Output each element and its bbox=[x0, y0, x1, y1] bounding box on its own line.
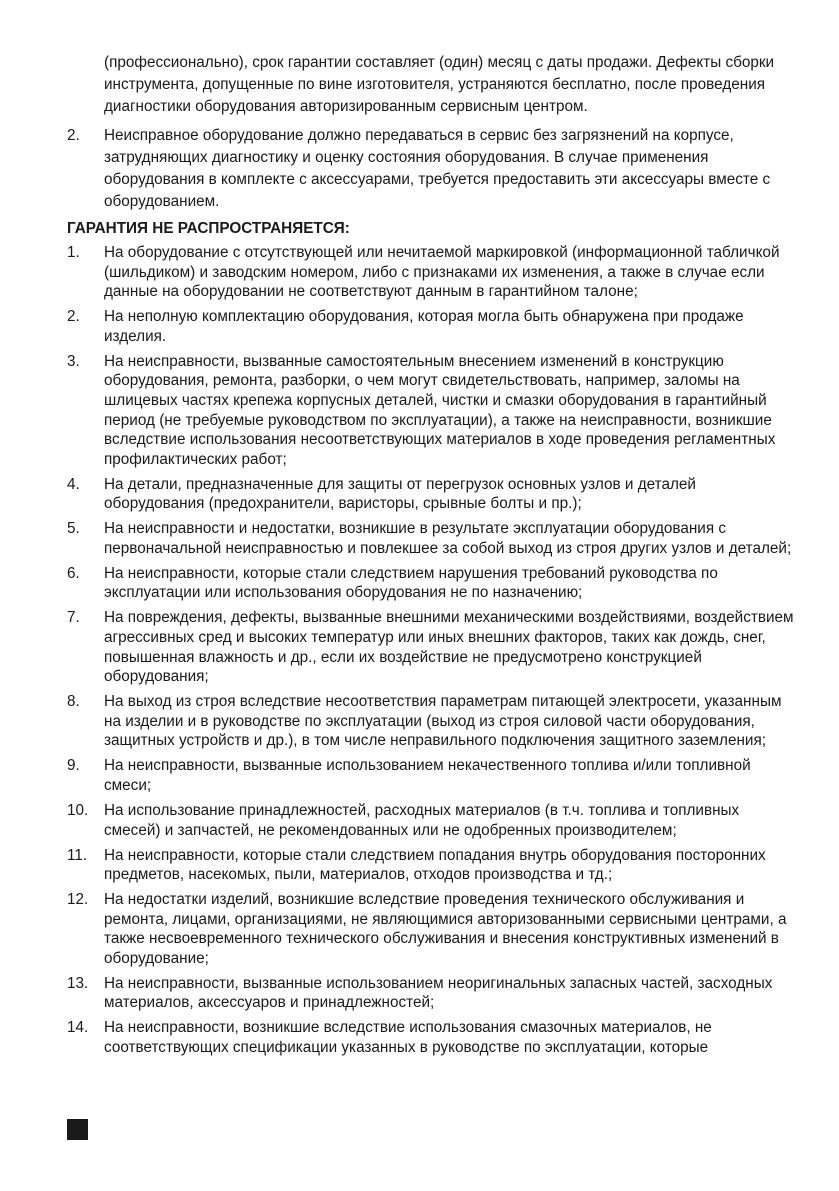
list-item-text: На использование принадлежностей, расходных материалов (в т.ч. топлива и топливных смесей) и запчастей, не рекомендованных или не одобренных производителем; bbox=[104, 801, 740, 839]
list-item bbox=[67, 475, 794, 514]
list-item-number: 10. bbox=[67, 801, 89, 819]
exclusions-heading: ГАРАНТИЯ НЕ РАСПРОСТРАНЯЕТСЯ: bbox=[67, 220, 350, 237]
list-item bbox=[67, 974, 794, 1013]
list-item-number: 2. bbox=[67, 308, 80, 326]
list-item bbox=[67, 307, 794, 346]
list-item bbox=[67, 125, 794, 213]
list-item bbox=[67, 756, 794, 795]
list-item bbox=[67, 608, 794, 686]
list-item-text: На неисправности и недостатки, возникшие в результате эксплуатации оборудования с первоначальной неисправностью и повлекшее за собой выход из строя других узлов и деталей; bbox=[104, 520, 792, 557]
list-item-number: 12. bbox=[67, 891, 89, 909]
list-item-number: 7. bbox=[67, 609, 80, 627]
list-item-number: 5. bbox=[67, 520, 80, 538]
list-item-number: 4. bbox=[67, 475, 80, 493]
list-item-text: На неисправности, вызванные использованием неоригинальных запасных частей, засходных материалов, аксессуаров и принадлежностей; bbox=[104, 974, 773, 1012]
list-item-text: На недостатки изделий, возникшие вследствие проведения технического обслуживания и ремонта, лицами, организациями, не являющимися авторизованными сервисными центрами, а также несвоевременного технического обслуживания и внесения конструктивных изменений в оборудование; bbox=[104, 891, 787, 967]
list-item bbox=[67, 801, 794, 840]
list-item-number: 14. bbox=[67, 1019, 89, 1037]
list-item-text: На оборудование с отсутствующей или нечитаемой маркировкой (информационной табличкой (шильдиком) и заводским номером, либо с признаками их изменения, а также в случае если данные на оборудовании не соответствуют данным в гарантийном талоне; bbox=[104, 244, 780, 301]
list-item-text: На неисправности, которые стали следствием попадания внутрь оборудования посторонних предметов, насекомых, пыли, материалов, отходов производства и тд.; bbox=[104, 846, 766, 884]
list-item-text: На повреждения, дефекты, вызванные внешними механическими воздействиями, воздействием агрессивных сред и высоких температур или иных внешних факторов, таких как дождь, снег, повышенная влажность и др., если их воздействие не предусмотрено конструкцией оборудования; bbox=[104, 609, 794, 686]
list-item-text: На неполную комплектацию оборудования, которая могла быть обнаружена при продаже изделия. bbox=[104, 308, 744, 345]
page-corner-marker bbox=[67, 1119, 88, 1140]
list-item bbox=[67, 352, 794, 470]
list-item bbox=[67, 890, 794, 968]
list-item-text: На неисправности, вызванные самостоятельным внесением изменений в конструкцию оборудования, ремонта, разборки, о чем могут свидетельствовать, например, заломы на шлицевых частях крепежа корпусных деталей, чистки и смазки оборудования в гарантийный период (не требуемые руководством по эксплуатации), а также на неисправности, возникшие вследствие использования несоответствующих материалов в ходе проведения регламентных профилактических работ; bbox=[104, 352, 776, 468]
list-item-text: Неисправное оборудование должно передаваться в сервис без загрязнений на корпусе, затрудняющих диагностику и оценку состояния оборудования. В случае применения оборудования в комплекте с аксессуарами, требуется предоставить эти аксессуары вместе с оборудованием. bbox=[104, 127, 771, 210]
list-item bbox=[67, 692, 794, 751]
continuation-paragraph: (профессионально), срок гарантии составляет (один) месяц с даты продажи. Дефекты сборки инструмента, допущенные по вине изготовителя, устраняются бесплатно, после проведения диагностики оборудования авторизированным сервисным центром. bbox=[104, 54, 775, 115]
list-item-number: 13. bbox=[67, 974, 89, 992]
list-item bbox=[67, 564, 794, 603]
list-item-text: На неисправности, которые стали следствием нарушения требований руководства по эксплуатации или использования оборудования не по назначению; bbox=[104, 564, 718, 602]
exclusions-list bbox=[67, 243, 794, 1063]
list-item-number: 1. bbox=[67, 244, 80, 261]
list-item-text: На неисправности, вызванные использованием некачественного топлива и/или топливной смеси; bbox=[104, 757, 751, 794]
list-item-number: 3. bbox=[67, 352, 80, 370]
list-item-number: 11. bbox=[67, 846, 88, 864]
list-item bbox=[67, 243, 794, 302]
list-item-number: 2. bbox=[67, 127, 80, 144]
list-item-text: На детали, предназначенные для защиты от перегрузок основных узлов и деталей оборудования (предохранители, варисторы, срывные болты и пр.); bbox=[104, 475, 696, 513]
list-item-text: На выход из строя вследствие несоответствия параметрам питающей электросети, указанным на изделии и в руководстве по эксплуатации (выход из строя силовой части оборудования, защитных устройств и др.), в том числе неправильного подключения защитного заземления; bbox=[104, 693, 782, 750]
list-item-number: 6. bbox=[67, 564, 80, 582]
list-item-number: 8. bbox=[67, 693, 80, 711]
list-item-number: 9. bbox=[67, 757, 80, 775]
list-item-text: На неисправности, возникшие вследствие использования смазочных материалов, не соответствующих спецификации указанных в руководстве по эксплуатации, которые bbox=[104, 1019, 712, 1057]
list-item bbox=[67, 1018, 794, 1057]
list-item bbox=[67, 519, 794, 558]
continued-list bbox=[67, 125, 794, 213]
list-item bbox=[67, 846, 794, 885]
